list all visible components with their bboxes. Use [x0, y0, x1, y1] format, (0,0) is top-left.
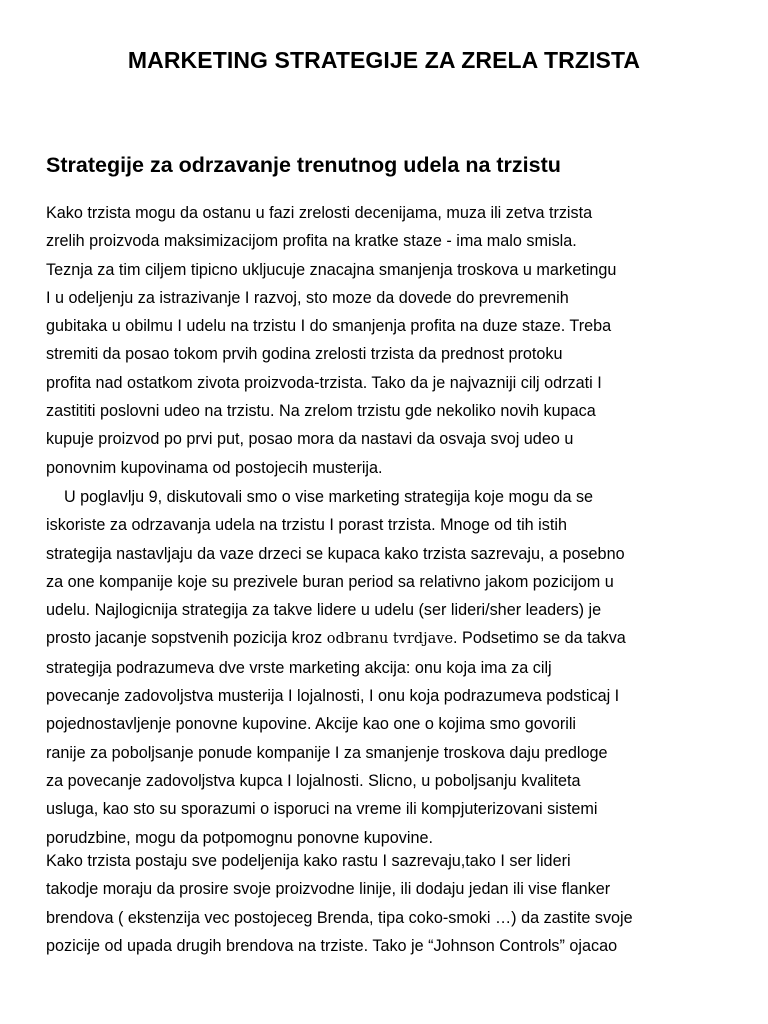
text-line: udelu. Najlogicnija strategija za takve lidere u udelu (ser lideri/sher leaders) je — [46, 601, 602, 620]
text-line: takodje moraju da prosire svoje proizvodne linije, ili dodaju jedan ili vise flanker — [46, 880, 611, 899]
text-line: ranije za poboljsanje ponude kompanije I za smanjenje troskova daju predloge — [46, 743, 608, 762]
text-line: iskoriste za odrzavanja udela na trzistu I porast trzista. Mnoge od tih istih — [46, 516, 567, 535]
text-line: za one kompanije koje su prezivele buran period sa relativno jakom pozicijom u — [46, 572, 614, 591]
document-title: MARKETING STRATEGIJE ZA ZRELA TRZISTA — [127, 47, 641, 73]
paragraph-3 — [46, 847, 726, 960]
text-line: za povecanje zadovoljstva kupca I lojalnosti. Slicno, u poboljsanju kvaliteta — [46, 771, 581, 790]
text-fragment: . Podsetimo se da takva — [453, 629, 626, 648]
text-line: stremiti da posao tokom prvih godina zrelosti trzista da prednost protoku — [46, 345, 563, 364]
section-heading: Strategije za odrzavanje trenutnog udela na trzistu — [46, 153, 561, 177]
text-line: pozicije od upada drugih brendova na trziste. Tako je “Johnson Controls” ojacao — [46, 936, 618, 955]
text-line: U poglavlju 9, diskutovali smo o vise marketing strategija koje mogu da se — [46, 488, 594, 506]
text-line: strategija nastavljaju da vaze drzeci se kupaca kako trzista sazrevaju, a posebno — [46, 544, 625, 563]
paragraph-2 — [46, 483, 726, 852]
text-line-with-serif-phrase — [46, 624, 726, 653]
text-fragment: prosto jacanje sopstvenih pozicija kroz — [46, 629, 327, 648]
text-line: strategija podrazumeva dve vrste marketing akcija: onu koja ima za cilj — [46, 658, 552, 677]
text-line: gubitaka u obilmu I udelu na trzistu I do smanjenja profita na duze staze. Treba — [46, 317, 612, 336]
text-line: brendova ( ekstenzija vec postojeceg Brenda, tipa coko-smoki …) da zastite svoje — [46, 908, 633, 927]
text-line: pojednostavljenje ponovne kupovine. Akcije kao one o kojima smo govorili — [46, 715, 577, 734]
serif-phrase: odbranu tvrdjave — [326, 631, 454, 648]
text-line: zrelih proizvoda maksimizacijom profita na kratke staze - ima malo smisla. — [46, 232, 577, 251]
text-line: usluga, kao sto su sporazumi o isporuci na vreme ili kompjuterizovani sistemi — [46, 800, 598, 819]
text-line: Teznja za tim ciljem tipicno ukljucuje znacajna smanjenja troskova u marketingu — [46, 260, 617, 279]
text-line: Kako trzista mogu da ostanu u fazi zrelosti decenijama, muza ili zetva trzista — [46, 204, 593, 222]
text-line: porudzbine, mogu da potpomognu ponovne kupovine. — [46, 828, 433, 847]
text-line: I u odeljenju za istrazivanje I razvoj, sto moze da dovede do prevremenih — [46, 288, 569, 307]
text-line: ponovnim kupovinama od postojecih musterija. — [46, 458, 383, 477]
paragraph-1 — [46, 199, 726, 482]
text-line: zastititi poslovni udeo na trzistu. Na zrelom trzistu gde nekoliko novih kupaca — [46, 402, 596, 421]
text-line: povecanje zadovoljstva musterija I lojalnosti, I onu koja podrazumeva podsticaj I — [46, 687, 620, 706]
text-line: kupuje proizvod po prvi put, posao mora da nastavi da osvaja svoj udeo u — [46, 430, 574, 449]
text-line: Kako trzista postaju sve podeljenija kako rastu I sazrevaju,tako I ser lideri — [46, 852, 571, 870]
text-line: profita nad ostatkom zivota proizvoda-trzista. Tako da je najvazniji cilj odrzati I — [46, 373, 602, 392]
